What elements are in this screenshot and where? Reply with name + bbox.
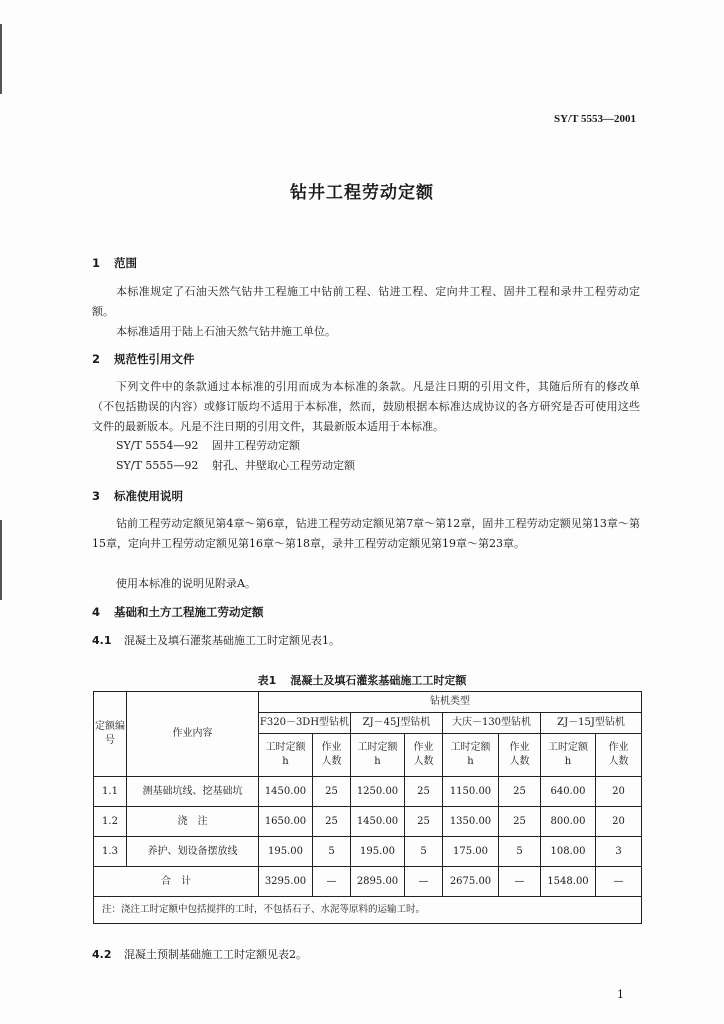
table-row — [94, 777, 642, 807]
cell-value: 640.00 — [541, 777, 596, 807]
cell-content: 测基础坑线、挖基础坑 — [127, 777, 259, 807]
table-row — [94, 837, 642, 867]
section-title: 标准使用说明 — [114, 489, 183, 503]
header-work-content: 作业内容 — [127, 692, 259, 777]
reference-item — [116, 457, 355, 473]
labor-quota-table — [93, 691, 642, 924]
section-2-heading — [92, 351, 195, 367]
cell-value: 800.00 — [541, 807, 596, 837]
document-title: 钻井工程劳动定额 — [290, 183, 434, 203]
cell-value: 3 — [596, 837, 642, 867]
cell-total-label: 合 计 — [94, 867, 259, 897]
cell-value: 20 — [596, 777, 642, 807]
subsection-text: 混凝土及填石灌浆基础施工工时定额见表1。 — [124, 634, 340, 647]
section-3-paragraph-1: 钻前工程劳动定额见第4章～第6章，钻进工程劳动定额见第7章～第12章，固井工程劳动定额见第13章～第15章，定向井工程劳动定额见第16章～第18章，录井工程劳动定额见第19章～第23章。 — [92, 517, 640, 550]
subsection-number: 4.1 — [92, 634, 112, 647]
section-number: 2 — [92, 352, 101, 366]
cell-id: 1.2 — [94, 807, 127, 837]
cell-value: 20 — [596, 807, 642, 837]
cell-value: 5 — [313, 837, 351, 867]
cell-id: 1.3 — [94, 837, 127, 867]
cell-value: 1350.00 — [443, 807, 499, 837]
section-3-paragraph-2: 使用本标准的说明见附录A。 — [116, 577, 256, 590]
reference-name: 射孔、井壁取心工程劳动定额 — [212, 459, 355, 472]
cell-value: — — [313, 867, 351, 897]
header-time-quota: 工时定额 h — [351, 734, 405, 777]
cell-value: 1548.00 — [541, 867, 596, 897]
table-note: 注：浇注工时定额中包括搅拌的工时，不包括石子、水泥等原料的运输工时。 — [94, 897, 642, 924]
cell-value: 25 — [499, 777, 541, 807]
subsection-4-2 — [92, 946, 307, 962]
cell-value: 3295.00 — [259, 867, 313, 897]
section-title: 范围 — [114, 256, 137, 270]
cell-content: 养护、划设备摆放线 — [127, 837, 259, 867]
cell-value: 108.00 — [541, 837, 596, 867]
header-rig-zj45j: ZJ－45J型钻机 — [351, 713, 443, 734]
table-caption — [0, 672, 724, 688]
cell-value: 1650.00 — [259, 807, 313, 837]
subsection-4-1 — [92, 632, 340, 648]
cell-content: 浇 注 — [127, 807, 259, 837]
cell-value: 25 — [405, 807, 443, 837]
document-code: SY/T 5553—2001 — [553, 113, 636, 125]
reference-item — [116, 437, 300, 453]
header-rig-f320: F320－3DH型钻机 — [259, 713, 351, 734]
header-time-quota: 工时定额 h — [541, 734, 596, 777]
header-workers: 作业 人数 — [405, 734, 443, 777]
cell-value: 1250.00 — [351, 777, 405, 807]
reference-code: SY/T 5554—92 — [116, 439, 199, 452]
cell-value: — — [405, 867, 443, 897]
reference-name: 固井工程劳动定额 — [212, 439, 300, 452]
scan-edge-mark — [0, 24, 2, 94]
subsection-text: 混凝土预制基础施工工时定额见表2。 — [124, 948, 307, 961]
table-total-row — [94, 867, 642, 897]
section-4-heading — [92, 604, 264, 620]
header-workers: 作业 人数 — [499, 734, 541, 777]
cell-value: 25 — [499, 807, 541, 837]
section-3-heading — [92, 488, 183, 504]
cell-value: 5 — [405, 837, 443, 867]
page-number: 1 — [617, 988, 624, 1001]
section-number: 3 — [92, 489, 101, 503]
cell-value: — — [499, 867, 541, 897]
cell-id: 1.1 — [94, 777, 127, 807]
cell-value: 25 — [405, 777, 443, 807]
table-title: 混凝土及填石灌浆基础施工工时定额 — [290, 674, 467, 687]
cell-value: 1450.00 — [351, 807, 405, 837]
cell-value: 2675.00 — [443, 867, 499, 897]
section-number: 1 — [92, 256, 101, 270]
section-1-paragraph-1: 本标准规定了石油天然气钻井工程施工中钻前工程、钻进工程、定向井工程、固井工程和录井工程劳动定额。 — [92, 285, 640, 318]
subsection-number: 4.2 — [92, 948, 112, 961]
section-title: 基础和土方工程施工劳动定额 — [114, 605, 264, 619]
header-workers: 作业 人数 — [596, 734, 642, 777]
cell-value: 5 — [499, 837, 541, 867]
header-rig-daqing130: 大庆－130型钻机 — [443, 713, 541, 734]
section-2-paragraph-1: 下列文件中的条款通过本标准的引用而成为本标准的条款。凡是注日期的引用文件，其随后所有的修改单（不包括勘误的内容）或修订版均不适用于本标准，然而，鼓励根据本标准达成协议的各方研究是否可使用这些文件的最新版本。凡是不注日期的引用文件，其最新版本适用于本标准。 — [92, 380, 640, 433]
header-rig-type: 钻机类型 — [259, 692, 642, 713]
section-title: 规范性引用文件 — [114, 352, 195, 366]
header-time-quota: 工时定额 h — [259, 734, 313, 777]
cell-value: 1450.00 — [259, 777, 313, 807]
cell-value: 2895.00 — [351, 867, 405, 897]
cell-value: 25 — [313, 777, 351, 807]
cell-value: — — [596, 867, 642, 897]
scan-edge-mark — [0, 520, 2, 600]
cell-value: 175.00 — [443, 837, 499, 867]
header-workers: 作业 人数 — [313, 734, 351, 777]
cell-value: 1150.00 — [443, 777, 499, 807]
section-1-paragraph-2: 本标准适用于陆上石油天然气钻井施工单位。 — [116, 325, 336, 338]
header-rig-zj15j: ZJ－15J型钻机 — [541, 713, 642, 734]
cell-value: 195.00 — [351, 837, 405, 867]
reference-code: SY/T 5555—92 — [116, 459, 199, 472]
table-number: 表1 — [257, 674, 277, 687]
cell-value: 25 — [313, 807, 351, 837]
section-1-heading — [92, 255, 137, 271]
section-number: 4 — [92, 605, 101, 619]
header-time-quota: 工时定额 h — [443, 734, 499, 777]
header-quota-id: 定额编号 — [94, 692, 127, 777]
table-row — [94, 807, 642, 837]
cell-value: 195.00 — [259, 837, 313, 867]
